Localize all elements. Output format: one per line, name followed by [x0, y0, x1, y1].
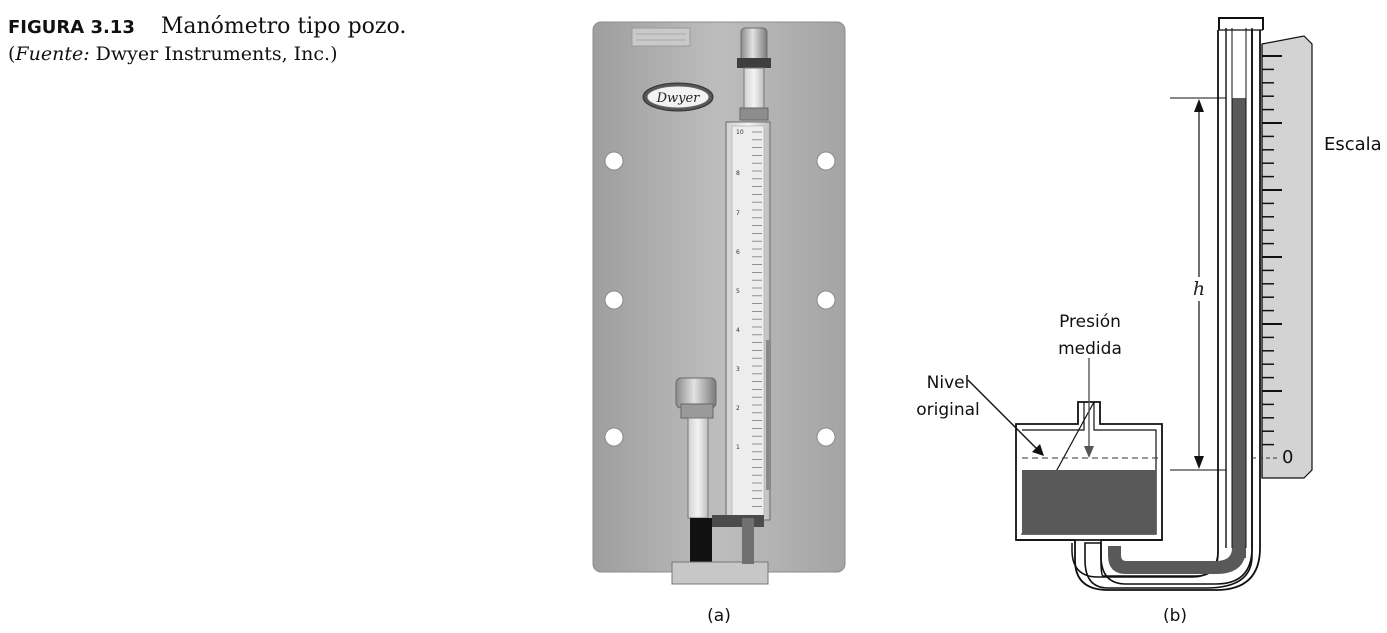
figure-label: FIGURA 3.13	[8, 17, 135, 38]
photo-scale-strip	[732, 126, 764, 516]
mounting-hole	[817, 428, 835, 446]
scale-label: Escala	[1324, 134, 1382, 155]
height-label: h	[1192, 278, 1206, 300]
photo-label-plate	[632, 28, 690, 46]
mounting-hole	[605, 152, 623, 170]
tube-mark: 10	[736, 129, 744, 136]
bottom-bracket	[672, 562, 768, 584]
top-fitting	[741, 28, 767, 62]
source-open-paren: (	[8, 43, 16, 65]
well-fluid	[690, 518, 712, 564]
tube-mark: 2	[736, 405, 740, 412]
manometer-schematic	[916, 18, 1381, 626]
tube-mark: 8	[736, 170, 740, 177]
well-tube	[688, 418, 708, 518]
photo-back-panel	[593, 22, 845, 572]
level-label-line2: original	[916, 400, 980, 420]
zero-label: 0	[1282, 447, 1294, 468]
source-text: Dwyer Instruments, Inc.)	[95, 43, 338, 65]
tube-mark: 4	[736, 327, 740, 334]
manometer-photo	[593, 22, 845, 626]
tube-fluid-column	[1232, 98, 1246, 558]
mounting-hole	[817, 291, 835, 309]
mounting-hole	[605, 291, 623, 309]
tube-mark: 5	[736, 288, 740, 295]
pressure-label-line1: Presión	[1059, 312, 1121, 332]
tube-mark: 1	[736, 444, 740, 451]
source-label: Fuente:	[15, 43, 90, 65]
adjustment-rod	[766, 340, 771, 490]
brand-text: Dwyer	[656, 91, 700, 106]
figure-title: Manómetro tipo pozo.	[160, 14, 407, 39]
u-fluid-bottom	[1108, 546, 1246, 574]
tube-mark: 3	[736, 366, 740, 373]
schematic-sublabel: (b)	[1162, 606, 1188, 626]
mounting-hole	[605, 428, 623, 446]
pressure-label-line2: medida	[1058, 339, 1122, 359]
level-label-line1: Nivel	[926, 373, 970, 393]
well-fluid-level	[1022, 470, 1156, 534]
tube-mark: 6	[736, 249, 740, 256]
tube-mark: 7	[736, 210, 740, 217]
photo-sublabel: (a)	[707, 606, 731, 626]
mounting-hole	[817, 152, 835, 170]
